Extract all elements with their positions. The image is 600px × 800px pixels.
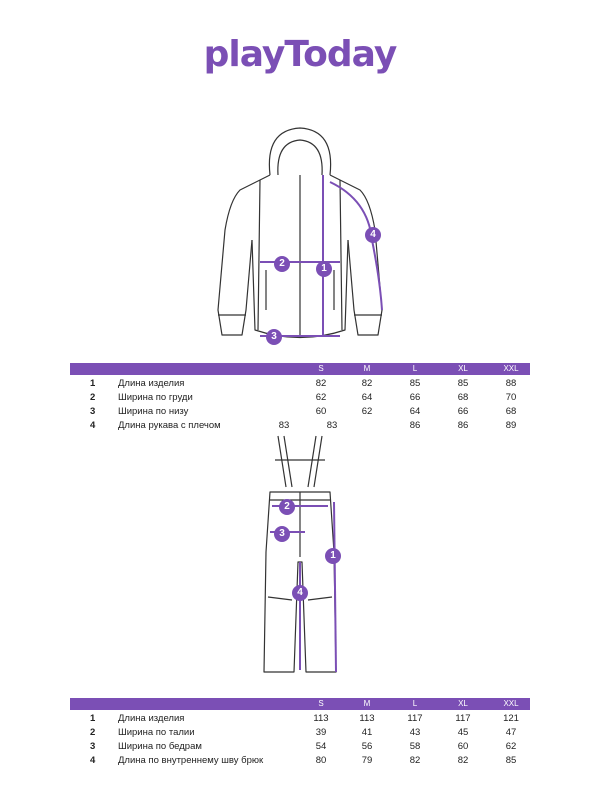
cell-value: 62 xyxy=(505,741,517,752)
cell-value: 85 xyxy=(409,378,421,389)
cell-value: 86 xyxy=(409,420,421,431)
cell-value: 45 xyxy=(457,727,469,738)
cell-value: 121 xyxy=(503,713,519,724)
jacket-marker-2: 2 xyxy=(274,256,290,272)
cell-value: 68 xyxy=(457,392,469,403)
pants-marker-3: 3 xyxy=(274,526,290,542)
row-number: 3 xyxy=(90,406,96,417)
jacket-header-l: L xyxy=(412,364,418,373)
cell-value: 54 xyxy=(315,741,327,752)
row-number: 4 xyxy=(90,755,96,766)
row-number: 2 xyxy=(90,392,96,403)
jacket-row xyxy=(70,419,530,433)
cell-value: 89 xyxy=(505,420,517,431)
pants-header-xl: XL xyxy=(458,699,468,708)
pants-marker-1: 1 xyxy=(325,548,341,564)
jacket-row xyxy=(70,377,530,391)
cell-value: 83 xyxy=(326,420,338,431)
cell-value: 82 xyxy=(409,755,421,766)
cell-value: 62 xyxy=(315,392,327,403)
cell-value: 117 xyxy=(455,713,471,724)
jacket-header-s: S xyxy=(318,364,324,373)
pants-row xyxy=(70,754,530,768)
cell-value: 82 xyxy=(315,378,327,389)
cell-value: 47 xyxy=(505,727,517,738)
jacket-table-header xyxy=(70,363,530,375)
brand-logo: playToday xyxy=(203,34,397,75)
jacket-row xyxy=(70,391,530,405)
row-label: Ширина по груди xyxy=(118,392,193,403)
cell-value: 68 xyxy=(505,406,517,417)
cell-value: 86 xyxy=(457,420,469,431)
pants-table-header xyxy=(70,698,530,710)
jacket-marker-3: 3 xyxy=(266,329,282,345)
row-label: Длина по внутреннему шву брюк xyxy=(118,755,264,766)
row-label: Длина рукава с плечом xyxy=(118,420,221,431)
pants-header-s: S xyxy=(318,699,324,708)
jacket-header-xxl: XXL xyxy=(503,364,519,373)
jacket-row xyxy=(70,405,530,419)
cell-value: 62 xyxy=(361,406,373,417)
row-label: Длина изделия xyxy=(118,713,185,724)
pants-row xyxy=(70,712,530,726)
pants-header-m: M xyxy=(363,699,371,708)
jacket-header-xl: XL xyxy=(458,364,468,373)
cell-value: 70 xyxy=(505,392,517,403)
cell-value: 82 xyxy=(361,378,373,389)
cell-value: 39 xyxy=(315,727,327,738)
cell-value: 66 xyxy=(457,406,469,417)
jacket-size-table xyxy=(70,363,530,433)
cell-value: 82 xyxy=(457,755,469,766)
cell-value: 80 xyxy=(315,755,327,766)
pants-marker-4: 4 xyxy=(292,585,308,601)
jacket-marker-4: 4 xyxy=(365,227,381,243)
cell-value: 88 xyxy=(505,378,517,389)
jacket-header-m: M xyxy=(363,364,371,373)
cell-value: 58 xyxy=(409,741,421,752)
cell-value: 60 xyxy=(457,741,469,752)
cell-value: 56 xyxy=(361,741,373,752)
cell-value: 41 xyxy=(361,727,373,738)
row-number: 2 xyxy=(90,727,96,738)
cell-value: 113 xyxy=(313,713,329,724)
cell-value: 64 xyxy=(361,392,373,403)
cell-value: 66 xyxy=(409,392,421,403)
cell-value: 43 xyxy=(409,727,421,738)
cell-value: 85 xyxy=(457,378,469,389)
row-label: Длина изделия xyxy=(118,378,185,389)
cell-value: 60 xyxy=(315,406,327,417)
pants-marker-2: 2 xyxy=(279,499,295,515)
row-label: Ширина по бедрам xyxy=(118,741,202,752)
cell-value: 79 xyxy=(361,755,373,766)
row-number: 3 xyxy=(90,741,96,752)
jacket-marker-1: 1 xyxy=(316,261,332,277)
pants-row xyxy=(70,726,530,740)
row-number: 1 xyxy=(90,378,96,389)
pants-size-table xyxy=(70,698,530,768)
pants-header-xxl: XXL xyxy=(503,699,519,708)
row-number: 1 xyxy=(90,713,96,724)
row-label: Ширина по низу xyxy=(118,406,189,417)
cell-value: 83 xyxy=(278,420,290,431)
row-label: Ширина по талии xyxy=(118,727,195,738)
cell-value: 117 xyxy=(407,713,423,724)
cell-value: 85 xyxy=(505,755,517,766)
cell-value: 113 xyxy=(359,713,375,724)
pants-row xyxy=(70,740,530,754)
cell-value: 64 xyxy=(409,406,421,417)
pants-header-l: L xyxy=(412,699,418,708)
row-number: 4 xyxy=(90,420,96,431)
